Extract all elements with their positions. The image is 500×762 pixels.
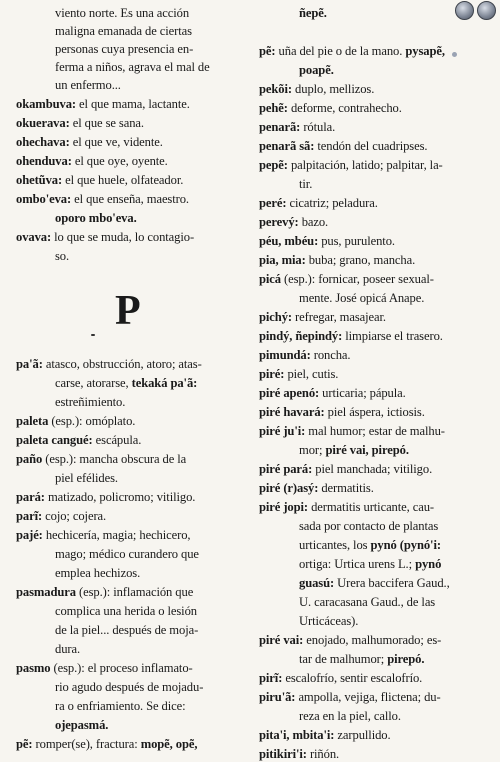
entry-headword: pindý, ñepindý:: [259, 329, 343, 343]
entry-text: uña del pie o de la mano.: [275, 44, 406, 58]
entry-headword: pirepó.: [387, 652, 425, 666]
entry-text: cicatriz; peladura.: [286, 196, 378, 210]
dictionary-line: [16, 661, 193, 676]
entry-headword: piré ju'i:: [259, 424, 306, 438]
dictionary-line: [259, 500, 434, 515]
dictionary-line: [55, 718, 108, 733]
entry-text: zarpullido.: [334, 728, 391, 742]
entry-headword: tekaká pa'ã:: [131, 376, 198, 390]
entry-headword: peré:: [259, 196, 287, 210]
entry-headword: ojepasmá.: [55, 718, 109, 732]
entry-headword: pia, mia:: [259, 253, 306, 267]
entry-headword: ovava:: [16, 230, 52, 244]
dictionary-line: [259, 44, 445, 59]
entry-headword: okuerava:: [16, 116, 70, 130]
entry-text: (esp.): mancha obscura de la: [42, 452, 187, 466]
section-letter: P: [115, 288, 141, 334]
entry-text: piel áspera, ictiosis.: [324, 405, 425, 419]
dictionary-line: [16, 509, 106, 524]
entry-headword: parĩ:: [16, 509, 43, 523]
entry-text: palpitación, latido; palpitar, la-: [287, 158, 443, 172]
entry-headword: piré havará:: [259, 405, 325, 419]
dictionary-line: [299, 63, 334, 78]
entry-headword: pimundá:: [259, 348, 311, 362]
entry-headword: piré pará:: [259, 462, 313, 476]
dictionary-line: [259, 253, 415, 268]
dictionary-line: [299, 595, 435, 610]
entry-headword: ohetũva:: [16, 173, 63, 187]
entry-text: urticantes, los: [299, 538, 371, 552]
entry-text: ortiga: Urtica urens L.;: [299, 557, 416, 571]
stamp-icon: [455, 1, 474, 20]
dictionary-line: [16, 737, 197, 752]
dictionary-line: [299, 519, 438, 534]
dictionary-line: [16, 154, 168, 169]
dictionary-line: [55, 623, 198, 638]
dictionary-line: [259, 234, 395, 249]
entry-headword: pita'i, mbita'i:: [259, 728, 335, 742]
dictionary-line: [16, 414, 135, 429]
entry-text: refregar, masajear.: [292, 310, 386, 324]
entry-text: el que ve, vidente.: [69, 135, 163, 149]
entry-text: viento norte. Es una acción: [55, 6, 190, 20]
dictionary-line: [299, 557, 441, 572]
dictionary-line: [55, 376, 197, 391]
dictionary-line: [16, 528, 190, 543]
entry-text: urticaria; pápula.: [319, 386, 406, 400]
entry-headword: pasmadura: [16, 585, 76, 599]
dictionary-line: [299, 652, 424, 667]
dictionary-line: [299, 6, 327, 21]
entry-text: limpiarse el trasero.: [342, 329, 443, 343]
dictionary-line: [299, 177, 312, 192]
entry-headword: pa'ã:: [16, 357, 43, 371]
entry-text: escápula.: [92, 433, 142, 447]
dictionary-line: [55, 249, 69, 264]
dictionary-line: [259, 462, 432, 477]
entry-text: un enfermo...: [55, 78, 121, 92]
dictionary-line: [55, 60, 210, 75]
entry-headword: pepẽ:: [259, 158, 288, 172]
entry-text: complica una herida o lesión: [55, 604, 197, 618]
entry-text: tendón del cuadripses.: [314, 139, 428, 153]
entry-headword: pẽ:: [16, 737, 33, 751]
entry-text: (esp.): el proceso inflamato-: [50, 661, 193, 675]
dictionary-line: [259, 348, 350, 363]
entry-headword: okambuva:: [16, 97, 76, 111]
entry-text: bazo.: [298, 215, 329, 229]
entry-text: rio agudo después de mojadu-: [55, 680, 204, 694]
entry-headword: pará:: [16, 490, 45, 504]
entry-headword: pajé:: [16, 528, 43, 542]
entry-headword: mopẽ, opẽ,: [140, 737, 198, 751]
dictionary-line: [259, 367, 338, 382]
entry-headword: paleta: [16, 414, 49, 428]
dictionary-line: [55, 642, 80, 657]
entry-text: Urticáceas).: [299, 614, 359, 628]
entry-text: buba; grano, mancha.: [305, 253, 416, 267]
entry-text: atasco, obstrucción, atoro; atas-: [42, 357, 202, 371]
dictionary-line: [299, 709, 401, 724]
dictionary-line: [259, 272, 434, 287]
dictionary-line: [16, 97, 190, 112]
entry-text: mal humor; estar de malhu-: [305, 424, 445, 438]
entry-text: U. caracasana Gaud., de las: [299, 595, 436, 609]
entry-text: dermatitis.: [318, 481, 374, 495]
entry-text: sada por contacto de plantas: [299, 519, 439, 533]
dictionary-line: [259, 690, 441, 705]
entry-headword: piré (r)asý:: [259, 481, 319, 495]
dictionary-line: [299, 614, 358, 629]
entry-headword: piré jopi:: [259, 500, 309, 514]
entry-text: el que enseña, maestro.: [71, 192, 189, 206]
dictionary-line: [259, 101, 402, 116]
entry-headword: ombo'eva:: [16, 192, 72, 206]
entry-headword: piré:: [259, 367, 285, 381]
entry-text: piel, cutis.: [284, 367, 339, 381]
entry-text: dura.: [55, 642, 81, 656]
entry-text: piel efélides.: [55, 471, 118, 485]
entry-headword: penarã:: [259, 120, 301, 134]
dictionary-line: [259, 120, 335, 135]
dictionary-line: [259, 310, 386, 325]
dictionary-line: [259, 139, 427, 154]
dictionary-line: [259, 329, 443, 344]
entry-text: rótula.: [300, 120, 336, 134]
dictionary-line: [299, 576, 450, 591]
entry-text: ampolla, vejiga, flictena; du-: [295, 690, 441, 704]
entry-text: mor;: [299, 443, 326, 457]
dictionary-line: [16, 173, 183, 188]
entry-text: (esp.): fornicar, poseer sexual-: [281, 272, 434, 286]
stamp-icon: [477, 1, 496, 20]
entry-text: escalofrío, sentir escalofrío.: [282, 671, 423, 685]
entry-headword: pirĩ:: [259, 671, 283, 685]
entry-text: cojo; cojera.: [42, 509, 107, 523]
entry-headword: penarã sã:: [259, 139, 315, 153]
entry-text: ferma a niños, agrava el mal de: [55, 60, 210, 74]
dictionary-line: [16, 452, 186, 467]
dictionary-line: [55, 42, 193, 57]
dictionary-line: [55, 78, 121, 93]
entry-text: mago; médico curandero que: [55, 547, 199, 561]
dictionary-line: [16, 357, 202, 372]
entry-text: hechicería, magia; hechicero,: [42, 528, 191, 542]
entry-headword: piré vai, pirepó.: [325, 443, 409, 457]
entry-text: personas cuya presencia en-: [55, 42, 194, 56]
entry-text: enojado, malhumorado; es-: [303, 633, 442, 647]
dictionary-line: [259, 424, 445, 439]
dictionary-line: [259, 405, 425, 420]
entry-headword: picá: [259, 272, 281, 286]
dictionary-line: [55, 6, 189, 21]
dictionary-line: [299, 443, 409, 458]
entry-text: pus, purulento.: [318, 234, 395, 248]
dictionary-line: [259, 747, 339, 762]
entry-text: deforme, contrahecho.: [287, 101, 402, 115]
dictionary-line: [55, 395, 125, 410]
entry-headword: piré vai:: [259, 633, 304, 647]
dictionary-line: [55, 24, 192, 39]
dictionary-line: [55, 547, 199, 562]
dictionary-line: [55, 680, 203, 695]
entry-headword: pynó: [415, 557, 442, 571]
entry-text: el que se sana.: [69, 116, 144, 130]
entry-text: mente. José opicá Anape.: [299, 291, 425, 305]
dictionary-line: [259, 386, 406, 401]
entry-headword: piré apenó:: [259, 386, 320, 400]
dictionary-line: [16, 135, 163, 150]
entry-text: reza en la piel, callo.: [299, 709, 401, 723]
entry-headword: pysapẽ,: [405, 44, 445, 58]
corner-icons: [455, 1, 496, 20]
dictionary-line: [259, 728, 391, 743]
dictionary-line: [55, 699, 186, 714]
entry-text: de la piel... después de moja-: [55, 623, 199, 637]
entry-headword: perevý:: [259, 215, 299, 229]
entry-headword: guasú:: [299, 576, 335, 590]
dictionary-line: [55, 604, 197, 619]
entry-text: piel manchada; vitiligo.: [312, 462, 433, 476]
dictionary-line: [55, 566, 140, 581]
dictionary-line: [16, 490, 195, 505]
entry-headword: oporo mbo'eva.: [55, 211, 137, 225]
dictionary-line: [259, 196, 378, 211]
entry-text: romper(se), fractura:: [32, 737, 141, 751]
dictionary-line: [16, 585, 193, 600]
entry-text: maligna emanada de ciertas: [55, 24, 192, 38]
dictionary-line: [16, 230, 194, 245]
entry-headword: péu, mbéu:: [259, 234, 319, 248]
ink-speck: [452, 52, 457, 57]
entry-text: riñón.: [306, 747, 340, 761]
entry-headword: ñepẽ.: [299, 6, 327, 20]
entry-text: carse, atorarse,: [55, 376, 132, 390]
entry-text: roncha.: [310, 348, 351, 362]
entry-headword: pichý:: [259, 310, 292, 324]
entry-headword: paño: [16, 452, 43, 466]
entry-headword: pasmo: [16, 661, 51, 675]
dictionary-line: [16, 116, 144, 131]
entry-headword: piru'ã:: [259, 690, 296, 704]
entry-text: el que mama, lactante.: [75, 97, 190, 111]
entry-headword: pekõi:: [259, 82, 292, 96]
dictionary-line: [55, 211, 137, 226]
dictionary-line: [299, 291, 424, 306]
dictionary-line: [55, 471, 118, 486]
dictionary-line: [259, 215, 328, 230]
dictionary-line: [259, 633, 441, 648]
entry-text: matizado, policromo; vitiligo.: [44, 490, 196, 504]
entry-headword: pitikiri'i:: [259, 747, 307, 761]
entry-text: (esp.): inflamación que: [75, 585, 194, 599]
entry-text: ra o enfriamiento. Se dice:: [55, 699, 186, 713]
entry-headword: ohechava:: [16, 135, 70, 149]
entry-text: el que huele, olfateador.: [62, 173, 184, 187]
entry-text: tar de malhumor;: [299, 652, 388, 666]
entry-headword: poapẽ.: [299, 63, 334, 77]
dictionary-line: [299, 538, 441, 553]
dictionary-line: [259, 481, 374, 496]
dictionary-line: [259, 671, 422, 686]
entry-headword: ohenduva:: [16, 154, 72, 168]
entry-text: so.: [55, 249, 70, 263]
entry-text: Urera baccifera Gaud.,: [334, 576, 450, 590]
entry-text: (esp.): omóplato.: [48, 414, 136, 428]
entry-text: estreñimiento.: [55, 395, 126, 409]
entry-text: dermatitis urticante, cau-: [308, 500, 435, 514]
dictionary-line: [259, 82, 374, 97]
dictionary-line: [16, 433, 141, 448]
entry-text: duplo, mellizos.: [292, 82, 375, 96]
section-dot: [91, 334, 95, 336]
entry-text: emplea hechizos.: [55, 566, 141, 580]
dictionary-line: [259, 158, 443, 173]
entry-text: lo que se muda, lo contagio-: [51, 230, 195, 244]
entry-text: el que oye, oyente.: [71, 154, 168, 168]
entry-headword: paleta cangué:: [16, 433, 93, 447]
entry-text: tir.: [299, 177, 313, 191]
entry-headword: pehẽ:: [259, 101, 288, 115]
entry-headword: pẽ:: [259, 44, 276, 58]
entry-headword: pynó (pynó'i:: [370, 538, 441, 552]
dictionary-line: [16, 192, 189, 207]
